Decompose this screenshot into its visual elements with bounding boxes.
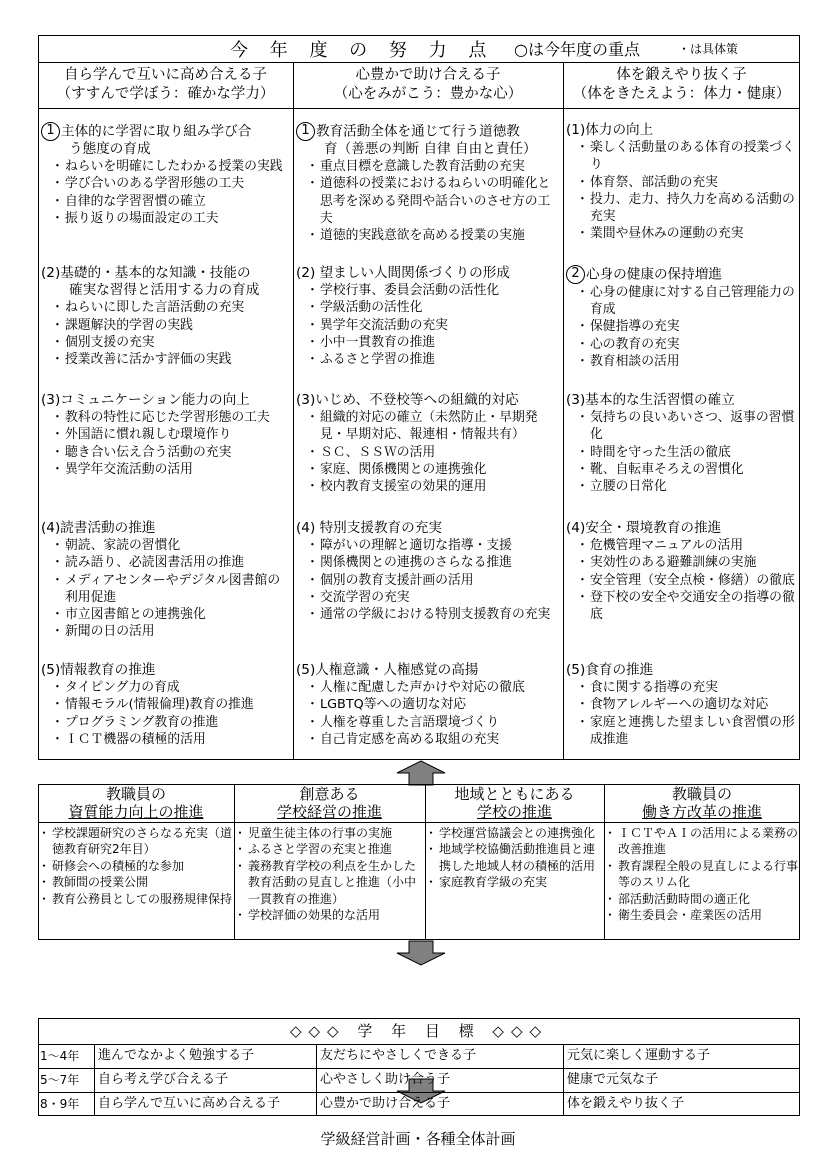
section-number: (1) bbox=[566, 122, 586, 138]
measure-list bbox=[566, 537, 799, 623]
section-1-4 bbox=[296, 662, 562, 748]
measure-item: ・ 人権を尊重した言語環境づくり bbox=[296, 714, 562, 731]
section-title-cont: う態度の育成 bbox=[69, 141, 151, 157]
mid-item: ・ 学校評価の効果的な活用 bbox=[238, 907, 423, 923]
mid-item: ・ 義務教育学校の利点を生かした教育活動の見直しと推進（小中一貫教育の推進） bbox=[238, 858, 423, 907]
section-heading bbox=[41, 122, 291, 158]
mid-item: ・ 学校運営協議会との連携強化 bbox=[429, 825, 602, 841]
measure-item: ・ 市立図書館との連携強化 bbox=[41, 606, 291, 623]
mid-item: ・ 研修会への積極的な参加 bbox=[42, 858, 232, 874]
focus-circle-number: 1 bbox=[296, 122, 315, 141]
mid-item: ・ 家庭教育学級の充実 bbox=[429, 874, 602, 890]
goal-cell-c3: 体を鍛えやり抜く子 bbox=[567, 1096, 685, 1111]
section-heading bbox=[41, 265, 291, 299]
measure-item: ・ 異学年交流活動の充実 bbox=[296, 317, 562, 334]
measure-item: ・ 交流学習の充実 bbox=[296, 589, 562, 606]
measure-item: ・ 学び合いのある学習形態の工夫 bbox=[41, 175, 291, 192]
section-title: 読書活動の推進 bbox=[60, 520, 156, 536]
specific-note: ・は具体策 bbox=[678, 42, 739, 56]
measure-list bbox=[296, 537, 562, 623]
goal-cell-c1: 進んでなかよく勉強する子 bbox=[98, 1048, 255, 1063]
section-heading bbox=[566, 265, 799, 284]
section-number: (4) bbox=[566, 520, 586, 536]
measure-item: ・ 保健指導の充実 bbox=[566, 318, 799, 335]
measure-item: ・ 授業改善に活かす評価の実践 bbox=[41, 351, 291, 368]
measure-list bbox=[41, 299, 291, 368]
measure-list bbox=[41, 679, 291, 748]
measure-list bbox=[566, 679, 799, 748]
section-heading bbox=[41, 662, 291, 679]
measure-item: ・ 朝読、家読の習慣化 bbox=[41, 537, 291, 554]
section-0-3 bbox=[41, 520, 291, 640]
section-2-0 bbox=[566, 122, 799, 242]
measure-item: ・ 校内教育支援室の効果的運用 bbox=[296, 478, 562, 495]
focus-note: ○は今年度の重点 bbox=[514, 40, 640, 59]
goal-cell-c1: 自ら考え学び合える子 bbox=[98, 1072, 229, 1087]
measure-item: ・ 関係機関との連携のさらなる推進 bbox=[296, 554, 562, 571]
measure-item: ・ 体育祭、部活動の充実 bbox=[566, 174, 799, 191]
measure-item: ・ ねらいを明確にしたわかる授業の実践 bbox=[41, 158, 291, 175]
measure-item: ・ 情報モラル(情報倫理)教育の推進 bbox=[41, 696, 291, 713]
measure-item: ・ 心身の健康に対する自己管理能力の育成 bbox=[566, 284, 799, 318]
mid-item: ・ 部活動活動時間の適正化 bbox=[608, 891, 798, 907]
mid-header-school-management: 創意ある 学校経営の推進 bbox=[276, 785, 382, 821]
section-heading bbox=[296, 392, 562, 409]
measure-item: ・ 楽しく活動量のある体育の授業づくり bbox=[566, 139, 799, 173]
section-2-1 bbox=[566, 265, 799, 370]
measure-item: ・ 心の教育の充実 bbox=[566, 336, 799, 353]
goal-cell-c3: 健康で元気な子 bbox=[567, 1072, 659, 1087]
mid-item: ・ 学校課題研究のさらなる充実（道徳教育研究2年目） bbox=[42, 825, 232, 858]
measure-item: ・ 業間や昼休みの運動の充実 bbox=[566, 225, 799, 242]
measure-item: ・ 個別の教育支援計画の活用 bbox=[296, 572, 562, 589]
arrow-up-icon bbox=[396, 760, 446, 786]
measure-item: ・ ふるさと学習の推進 bbox=[296, 351, 562, 368]
section-number: (3) bbox=[41, 392, 61, 408]
section-title: 特別支援教育の充実 bbox=[315, 520, 442, 536]
mid-item: ・ 教師間の授業公開 bbox=[42, 874, 232, 890]
section-number: (2) bbox=[41, 265, 61, 281]
measure-item: ・ 食物アレルギーへの適切な対応 bbox=[566, 696, 799, 713]
measure-item: ・ 通常の学級における特別支援教育の充実 bbox=[296, 606, 562, 623]
column-header-body: 体を鍛えやり抜く子 （体をきたえよう：体力・健康） bbox=[572, 67, 791, 102]
section-heading bbox=[296, 662, 562, 679]
footer-title: 学級経営計画・各種全体計画 bbox=[320, 1130, 516, 1148]
measure-item: ・ 危機管理マニュアルの活用 bbox=[566, 537, 799, 554]
column-academic bbox=[41, 122, 291, 752]
section-0-0 bbox=[41, 122, 291, 227]
measure-item: ・ 時間を守った生活の徹底 bbox=[566, 444, 799, 461]
measure-item: ・ 立腰の日常化 bbox=[566, 478, 799, 495]
section-0-2 bbox=[41, 392, 291, 478]
goal-cell-grade: 8・9年 bbox=[40, 1097, 80, 1111]
measure-item: ・ 教育相談の活用 bbox=[566, 353, 799, 370]
measure-item: ・ 新聞の日の活用 bbox=[41, 623, 291, 640]
measure-item: ・ 教科の特性に応じた学習形態の工夫 bbox=[41, 409, 291, 426]
grade-goals-title: ◇◇◇ 学 年 目 標 ◇◇◇ bbox=[289, 1022, 549, 1040]
measure-item: ・ 人権に配慮した声かけや対応の徹底 bbox=[296, 679, 562, 696]
mid-list bbox=[238, 825, 423, 923]
section-title: 安全・環境教育の推進 bbox=[585, 520, 722, 536]
measure-item: ・ 聴き合い伝え合う活動の充実 bbox=[41, 444, 291, 461]
measure-item: ・ LGBTQ等への適切な対応 bbox=[296, 696, 562, 713]
measure-item: ・ ＩＣＴ機器の積極的活用 bbox=[41, 731, 291, 748]
section-title: 主体的に学習に取り組み学び合 bbox=[61, 123, 252, 140]
measure-item: ・ 障がいの理解と適切な指導・支援 bbox=[296, 537, 562, 554]
goal-cell-c1: 自ら学んで互いに高め合える子 bbox=[98, 1096, 281, 1111]
measure-list bbox=[41, 409, 291, 478]
measure-item: ・ 靴、自転車そろえの習慣化 bbox=[566, 461, 799, 478]
mid-list bbox=[429, 825, 602, 891]
mid-item: ・ 児童生徒主体の行事の実施 bbox=[238, 825, 423, 841]
measure-item: ・ 学級活動の活性化 bbox=[296, 299, 562, 316]
measure-item: ・ 自己肯定感を高める取組の充実 bbox=[296, 731, 562, 748]
measure-item: ・ 重点目標を意識した教育活動の充実 bbox=[296, 158, 562, 175]
section-number: (2) bbox=[296, 265, 316, 281]
section-title: 教育活動全体を通じて行う道徳教 bbox=[316, 123, 520, 140]
section-title: 食育の推進 bbox=[585, 662, 654, 678]
measure-item: ・ 安全管理（安全点検・修繕）の徹底 bbox=[566, 572, 799, 589]
section-0-4 bbox=[41, 662, 291, 748]
measure-item: ・ 外国語に慣れ親しむ環境作り bbox=[41, 426, 291, 443]
section-title: コミュニケーション能力の向上 bbox=[60, 392, 250, 408]
measure-item: ・ 登下校の安全や交通安全の指導の徹底 bbox=[566, 589, 799, 623]
section-1-0 bbox=[296, 122, 562, 244]
measure-item: ・ タイピング力の育成 bbox=[41, 679, 291, 696]
mid-list-work-reform bbox=[608, 825, 798, 923]
measure-item: ・ 個別支援の充実 bbox=[41, 334, 291, 351]
section-1-1 bbox=[296, 265, 562, 368]
measure-item: ・ 実効性のある避難訓練の実施 bbox=[566, 554, 799, 571]
mid-item: ・ 教育公務員としての服務規律保持 bbox=[42, 891, 232, 907]
mid-list-staff-ability bbox=[42, 825, 232, 907]
section-number: (5) bbox=[566, 662, 586, 678]
measure-list bbox=[41, 537, 291, 640]
section-0-1 bbox=[41, 265, 291, 368]
column-header-academic: 自ら学んで互いに高め合える子 （すすんで学ぼう：確かな学力） bbox=[56, 67, 275, 102]
mid-item: ・ 教育課程全般の見直しによる行事等のスリム化 bbox=[608, 858, 798, 891]
measure-item: ・ 家庭、関係機関との連携強化 bbox=[296, 461, 562, 478]
measure-item: ・ 家庭と連携した望ましい食習慣の形成推進 bbox=[566, 714, 799, 748]
goal-cell-c2: 心豊かで助け合える子 bbox=[320, 1096, 451, 1111]
goal-cell-grade: 1～4年 bbox=[40, 1049, 80, 1063]
section-title: 情報教育の推進 bbox=[60, 662, 156, 678]
section-title: いじめ、不登校等への組織的対応 bbox=[315, 392, 519, 408]
measure-list bbox=[41, 158, 291, 227]
arrow-down-icon bbox=[396, 940, 446, 966]
measure-list bbox=[296, 679, 562, 748]
section-2-2 bbox=[566, 392, 799, 495]
plan-title-row bbox=[38, 35, 800, 62]
section-heading bbox=[296, 520, 562, 537]
measure-item: ・ 課題解決的学習の実践 bbox=[41, 317, 291, 334]
section-heading bbox=[41, 392, 291, 409]
section-heading bbox=[566, 392, 799, 409]
plan-title: 今 年 度 の 努 力 点 bbox=[230, 39, 495, 61]
section-1-3 bbox=[296, 520, 562, 623]
section-heading bbox=[41, 520, 291, 537]
measure-item: ・ ねらいに即した言語活動の充実 bbox=[41, 299, 291, 316]
section-title-cont: 育（善悪の判断 自律 自由と責任） bbox=[324, 141, 537, 157]
section-number: (4) bbox=[296, 520, 316, 536]
column-heart bbox=[296, 122, 562, 752]
measure-item: ・ 投力、走力、持久力を高める活動の充実 bbox=[566, 191, 799, 225]
measure-item: ・ 振り返りの場面設定の工夫 bbox=[41, 210, 291, 227]
focus-circle-number: 1 bbox=[41, 122, 60, 141]
measure-item: ・ 組織的対応の確立（未然防止・早期発見・早期対応、報連相・情報共有） bbox=[296, 409, 562, 443]
mid-list-community-school bbox=[429, 825, 602, 891]
mid-list-school-management bbox=[238, 825, 423, 923]
measure-list bbox=[296, 282, 562, 368]
section-number: (3) bbox=[566, 392, 586, 408]
measure-item: ・ ＳＣ、ＳＳＷの活用 bbox=[296, 444, 562, 461]
section-title: 望ましい人間関係づくりの形成 bbox=[315, 265, 510, 281]
measure-item: ・ 読み語り、必読図書活用の推進 bbox=[41, 554, 291, 571]
measure-list bbox=[566, 139, 799, 242]
measure-item: ・ 道徳的実践意欲を高める授業の実施 bbox=[296, 227, 562, 244]
mid-item: ・ ふるさと学習の充実と推進 bbox=[238, 841, 423, 857]
measure-item: ・ 小中一貫教育の推進 bbox=[296, 334, 562, 351]
mid-list bbox=[608, 825, 798, 923]
measure-item: ・ 異学年交流活動の活用 bbox=[41, 461, 291, 478]
measure-item: ・ 学校行事、委員会活動の活性化 bbox=[296, 282, 562, 299]
section-number: (3) bbox=[296, 392, 316, 408]
section-title: 心身の健康の保持増進 bbox=[586, 266, 722, 283]
mid-item: ・ 衛生委員会・産業医の活用 bbox=[608, 907, 798, 923]
section-heading bbox=[566, 122, 799, 139]
section-title: 基本的な生活習慣の確立 bbox=[585, 392, 735, 408]
mid-header-community-school: 地域とともにある 学校の推進 bbox=[454, 785, 575, 821]
measure-list bbox=[296, 158, 562, 244]
column-header-heart: 心豊かで助け合える子 （心をみがこう：豊かな心） bbox=[333, 67, 523, 102]
section-number: (5) bbox=[41, 662, 61, 678]
section-number: (5) bbox=[296, 662, 316, 678]
measure-item: ・ 食に関する指導の充実 bbox=[566, 679, 799, 696]
section-number: (4) bbox=[41, 520, 61, 536]
measure-list bbox=[566, 284, 799, 370]
measure-item: ・ 自律的な学習習慣の確立 bbox=[41, 193, 291, 210]
column-body bbox=[566, 122, 799, 752]
section-title: 基礎的・基本的な知識・技能の bbox=[60, 265, 251, 281]
measure-item: ・ 道徳科の授業におけるねらいの明確化と思考を深める発問や話合いのさせ方の工夫 bbox=[296, 175, 562, 227]
mid-list bbox=[42, 825, 232, 907]
measure-item: ・ プログラミング教育の推進 bbox=[41, 714, 291, 731]
section-title: 人権意識・人権感覚の高揚 bbox=[315, 662, 479, 678]
measure-item: ・ 気持ちの良いあいさつ、返事の習慣化 bbox=[566, 409, 799, 443]
measure-list bbox=[566, 409, 799, 495]
goal-cell-c2: 友だちにやさしくできる子 bbox=[320, 1048, 477, 1063]
mid-item: ・ ＩＣＴやＡＩの活用による業務の改善推進 bbox=[608, 825, 798, 858]
mid-item: ・ 地域学校協働活動推進員と連携した地域人材の積極的活用 bbox=[429, 841, 602, 874]
section-heading bbox=[296, 265, 562, 282]
mid-header-staff-ability: 教職員の 資質能力向上の推進 bbox=[68, 785, 204, 821]
section-2-3 bbox=[566, 520, 799, 623]
measure-item: ・ メディアセンターやデジタル図書館の利用促進 bbox=[41, 572, 291, 606]
section-title-cont: 確実な習得と活用する力の育成 bbox=[69, 282, 260, 299]
section-2-4 bbox=[566, 662, 799, 748]
measure-list bbox=[296, 409, 562, 495]
goal-cell-grade: 5～7年 bbox=[40, 1073, 80, 1087]
section-heading bbox=[566, 662, 799, 679]
section-title: 体力の向上 bbox=[585, 122, 654, 138]
focus-circle-number: 2 bbox=[566, 265, 585, 284]
mid-header-work-reform: 教職員の 働き方改革の推進 bbox=[641, 785, 762, 821]
goal-cell-c3: 元気に楽しく運動する子 bbox=[567, 1048, 711, 1063]
goal-cell-c2: 心やさしく助け合う子 bbox=[320, 1072, 451, 1087]
section-heading bbox=[566, 520, 799, 537]
section-heading bbox=[296, 122, 562, 158]
section-1-2 bbox=[296, 392, 562, 495]
